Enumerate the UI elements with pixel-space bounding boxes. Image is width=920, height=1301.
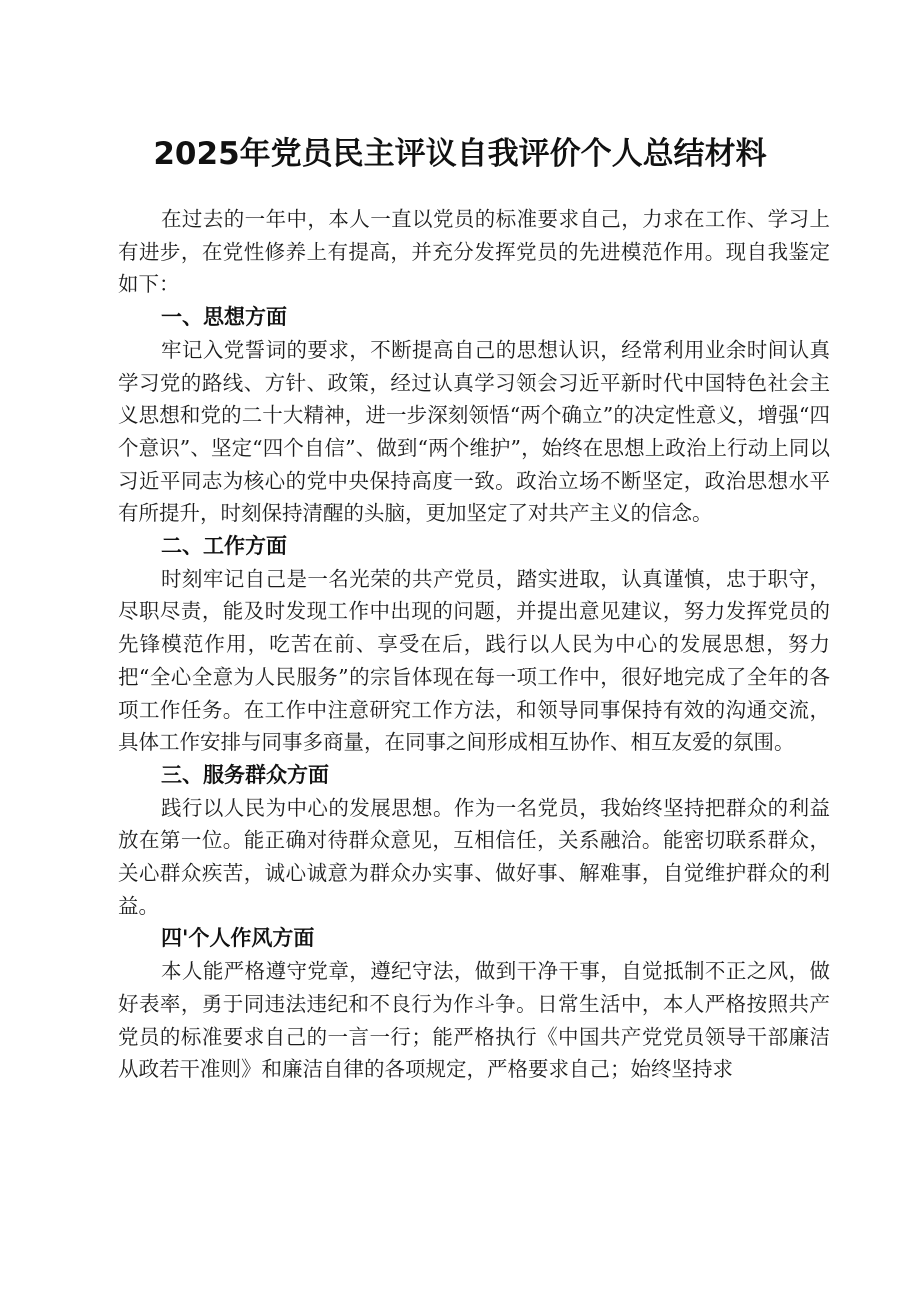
section-heading-work: 二、工作方面 (161, 534, 287, 559)
section-paragraph-conduct: 本人能严格遵守党章，遵纪守法，做到干净干事，自觉抵制不正之风，做好表率，勇于同违法违纪和不良行为作斗争。日常生活中，本人严格按照共产党员的标准要求自己的一言一行；能严格执行《中国共产党党员领导干部廉洁从政若干准则》和廉洁自律的各项规定，严格要求自己；始终坚持求 (118, 959, 830, 1082)
document-title: 2025年党员民主评议自我评价个人总结材料 (153, 136, 767, 172)
section-heading-conduct: 四'个人作风方面 (161, 926, 315, 951)
section-paragraph-service: 践行以人民为中心的发展思想。作为一名党员，我始终坚持把群众的利益放在第一位。能正确对待群众意见，互相信任，关系融洽。能密切联系群众，关心群众疾苦，诚心诚意为群众办实事、做好事、解难事，自觉维护群众的利益。 (118, 795, 830, 918)
section-heading-service: 三、服务群众方面 (161, 762, 329, 787)
section-heading-thought: 一、思想方面 (161, 305, 287, 330)
section-paragraph-work: 时刻牢记自己是一名光荣的共产党员，踏实进取，认真谨慎，忠于职守，尽职尽责，能及时发现工作中出现的问题，并提出意见建议，努力发挥党员的先锋模范作用，吃苦在前、享受在后，践行以人民为中心的发展思想，努力把“全心全意为人民服务”的宗旨体现在每一项工作中，很好地完成了全年的各项工作任务。在工作中注意研究工作方法，和领导同事保持有效的沟通交流，具体工作安排与同事多商量，在同事之间形成相互协作、相互友爱的氛围。 (118, 566, 830, 755)
section-paragraph-thought: 牢记入党誓词的要求，不断提高自己的思想认识，经常利用业余时间认真学习党的路线、方针、政策，经过认真学习领会习近平新时代中国特色社会主义思想和党的二十大精神，进一步深刻领悟“两个确立”的决定性意义，增强“四个意识”、坚定“四个自信”、做到“两个维护”，始终在思想上政治上行动上同以习近平同志为核心的党中央保持高度一致。政治立场不断坚定，政治思想水平有所提升，时刻保持清醒的头脑，更加坚定了对共产主义的信念。 (118, 337, 830, 526)
intro-paragraph: 在过去的一年中，本人一直以党员的标准要求自己，力求在工作、学习上有进步，在党性修养上有提高，并充分发挥党员的先进模范作用。现自我鉴定如下： (118, 207, 830, 297)
document-body (118, 203, 830, 1086)
